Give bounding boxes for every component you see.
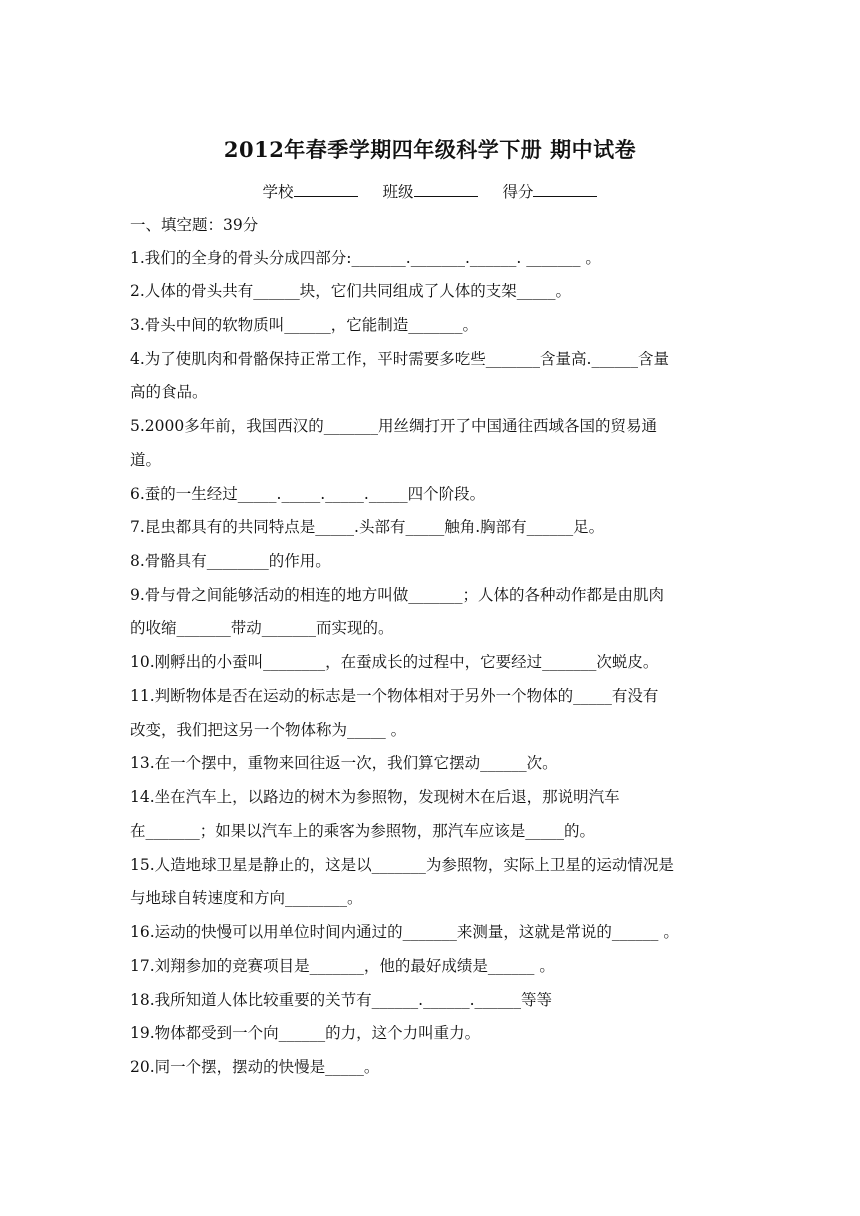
question-line: 在_______；如果以汽车上的乘客为参照物，那汽车应该是_____的。: [130, 822, 596, 840]
question-line: 17.刘翔参加的竞赛项目是_______，他的最好成绩是______ 。: [130, 957, 555, 975]
question-line: 3.骨头中间的软物质叫______，它能制造_______。: [130, 316, 479, 334]
question-line: 13.在一个摆中，重物来回往返一次，我们算它摆动______次。: [130, 754, 558, 772]
question-line: 5.2000多年前，我国西汉的_______用丝绸打开了中国通往西域各国的贸易通: [130, 417, 657, 435]
question-line: 与地球自转速度和方向________。: [130, 889, 363, 907]
exam-title: 2012年春季学期四年级科学下册 期中试卷: [223, 137, 637, 162]
school-field[interactable]: [263, 180, 358, 202]
question-line: 16.运动的快慢可以用单位时间内通过的_______来测量，这就是常说的______ 。: [130, 923, 679, 941]
question-line: 道。: [130, 451, 162, 469]
question-line: 2.人体的骨头共有______块，它们共同组成了人体的支架_____。: [130, 282, 572, 300]
question-line: 19.物体都受到一个向______的力，这个力叫重力。: [130, 1024, 481, 1042]
score-label: 得分: [502, 183, 534, 201]
question-line: 1.我们的全身的骨头分成四部分:_______._______.______. _______ 。: [130, 249, 601, 267]
question-line: 10.刚孵出的小蚕叫________，在蚕成长的过程中，它要经过_______次蜕皮。: [130, 653, 659, 671]
question-line: 15.人造地球卫星是静止的，这是以_______为参照物，实际上卫星的运动情况是: [130, 856, 674, 874]
question-line: 8.骨骼具有________的作用。: [130, 552, 331, 570]
school-label: 学校: [262, 183, 294, 201]
question-line: 的收缩_______带动_______而实现的。: [130, 619, 394, 637]
question-line: 6.蚕的一生经过_____._____._____._____四个阶段。: [130, 485, 486, 503]
question-line: 9.骨与骨之间能够活动的相连的地方叫做_______；人体的各种动作都是由肌肉: [130, 586, 665, 604]
question-line: 高的食品。: [130, 383, 208, 401]
school-blank[interactable]: [294, 182, 358, 197]
question-line: 18.我所知道人体比较重要的关节有______.______.______等等: [130, 991, 553, 1009]
question-line: 4.为了使肌肉和骨骼保持正常工作，平时需要多吃些_______含量高.______含量: [130, 350, 669, 368]
class-field[interactable]: [382, 180, 477, 202]
question-line: 20.同一个摆，摆动的快慢是_____。: [130, 1058, 380, 1076]
question-line: 7.昆虫都具有的共同特点是_____.头部有_____触角.胸部有______足。: [130, 518, 605, 536]
question-line: 11.判断物体是否在运动的标志是一个物体相对于另外一个物体的_____有没有: [130, 687, 659, 705]
score-blank[interactable]: [533, 182, 597, 197]
class-blank[interactable]: [414, 182, 478, 197]
score-field[interactable]: [502, 180, 597, 202]
student-info-row: [0, 180, 860, 202]
section-heading: 一、填空题：39分: [130, 216, 259, 234]
class-label: 班级: [382, 183, 414, 201]
question-line: 改变，我们把这另一个物体称为_____ 。: [130, 721, 407, 739]
question-line: 14.坐在汽车上，以路边的树木为参照物，发现树木在后退，那说明汽车: [130, 788, 620, 806]
